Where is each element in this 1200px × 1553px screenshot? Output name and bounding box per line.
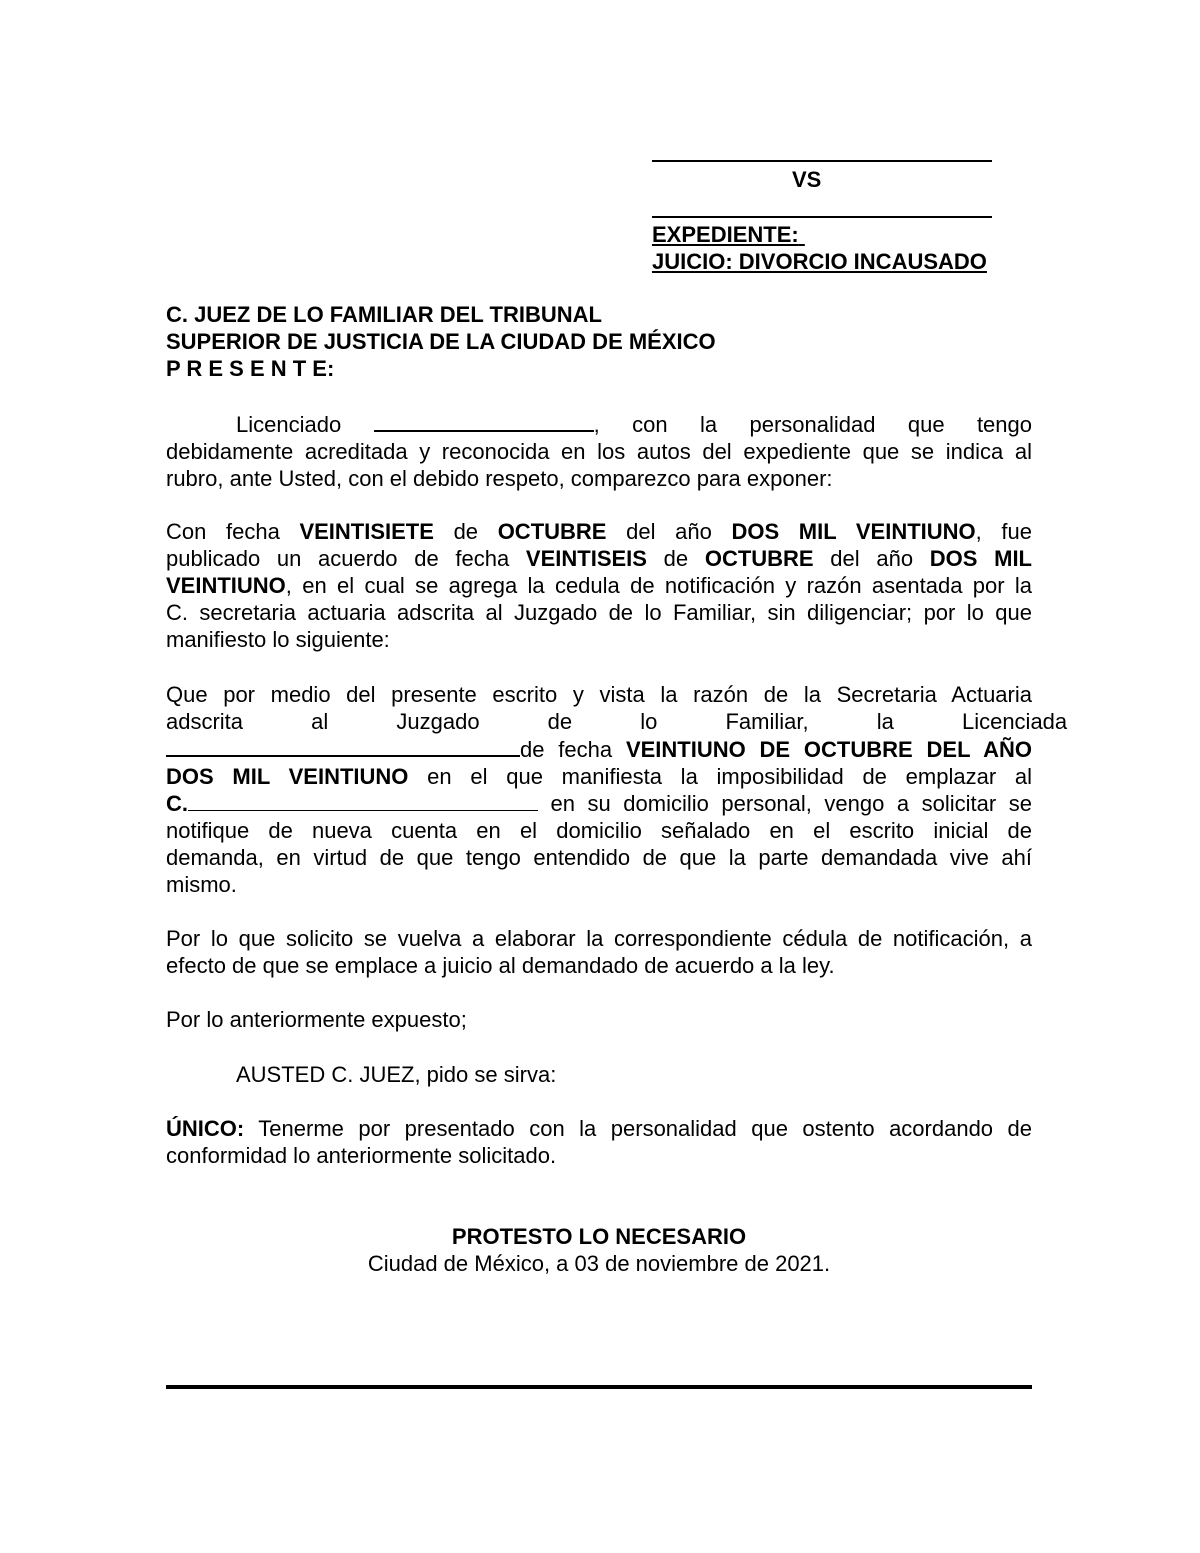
para6-line-2: conformidad lo anteriormente solicitado. (166, 1143, 557, 1168)
para1-line-5: manifiesto lo siguiente: (166, 627, 390, 652)
para1-text: , fue (975, 519, 1033, 544)
para3-line-1: Por lo que solicito se vuelva a elaborar la correspondiente cédula de notificación, a (166, 926, 1032, 951)
licenciada-blank (166, 735, 520, 757)
para2-line-7: demanda, en virtud de que tengo entendido de que la parte demandada vive ahí (166, 844, 1032, 870)
para2-fecha-razon: VEINTIUNO DE OCTUBRE DEL AÑO (625, 736, 1033, 762)
para5-line: AUSTED C. JUEZ, pido se sirva: (236, 1062, 557, 1087)
intro-paragraph (166, 410, 1032, 492)
para1-line-1 (166, 518, 1032, 545)
para1-dia-2: VEINTISEIS (525, 546, 647, 571)
para3-line-2: efecto de que se emplace a juicio al demandado de acuerdo a la ley. (166, 953, 835, 978)
para1-anio: DOS MIL VEINTIUNO (731, 519, 976, 544)
paragraph-pido (166, 1061, 1032, 1088)
para6-line-1 (166, 1115, 1032, 1142)
licenciado-blank (374, 410, 594, 432)
para1-dia: VEINTISIETE (299, 519, 434, 544)
para1-text: publicado un acuerdo de fecha (166, 546, 526, 571)
paragraph-fecha (166, 518, 1032, 653)
para4-line: Por lo anteriormente expuesto; (166, 1007, 467, 1032)
intro-personalidad: , con la personalidad que tengo (593, 411, 1032, 437)
para1-line-2 (166, 545, 1032, 572)
intro-line-3: rubro, ante Usted, con el debido respeto, comparezco para exponer: (166, 465, 833, 491)
para1-text: Con fecha (166, 519, 300, 544)
intro-licenciado: Licenciado (236, 411, 342, 437)
para2-line-6: notifique de nueva cuenta en el domicilio señalado en el escrito inicial de (166, 817, 1032, 843)
para1-text: del año (606, 519, 732, 544)
closing-date: Ciudad de México, a 03 de noviembre de 2021. (367, 1251, 831, 1276)
signature-line (166, 1385, 1032, 1389)
addressee-line-3: P R E S E N T E: (166, 356, 335, 381)
para2-text: en el que manifiesta la imposibilidad de emplazar al (408, 763, 1032, 789)
paragraph-solicitud (166, 925, 1032, 979)
protesto-heading: PROTESTO LO NECESARIO (451, 1224, 747, 1249)
para1-text: , en el cual se agrega la cedula de notificación y razón asentada por la (285, 573, 1032, 598)
para1-text: del año (813, 546, 930, 571)
header-party-line-top (652, 160, 992, 162)
header-expediente (652, 222, 997, 248)
unico-label: ÚNICO: (166, 1116, 245, 1141)
expediente-blank (827, 222, 997, 242)
para2-c-label: C. (166, 790, 188, 816)
para6-text: Tenerme por presentado con la personalidad que ostento acordando de (244, 1116, 1032, 1141)
para1-anio-2b: VEINTIUNO (166, 573, 286, 598)
paragraph-unico (166, 1115, 1032, 1169)
header-party-line-bottom (652, 216, 992, 218)
addressee-line-2: SUPERIOR DE JUSTICIA DE LA CIUDAD DE MÉXICO (166, 329, 716, 354)
para2-line-3 (166, 735, 1032, 763)
para1-mes-2: OCTUBRE (704, 546, 814, 571)
para1-text: de (646, 546, 705, 571)
intro-line-2: debidamente acreditada y reconocida en los autos del expediente que se indica al (166, 438, 1032, 464)
para1-text: de (433, 519, 498, 544)
para2-text: de fecha (520, 736, 626, 762)
para2-line-5 (166, 790, 1032, 817)
paragraph-expuesto (166, 1006, 1032, 1033)
para2-line-8: mismo. (166, 871, 237, 897)
para2-line-4 (166, 763, 1032, 790)
para1-anio-2a: DOS MIL (929, 546, 1032, 571)
para1-line-3 (166, 572, 1032, 599)
para2-line-1: Que por medio del presente escrito y vista la razón de la Secretaria Actuaria (166, 682, 1032, 707)
para2-line-2: adscrita al Juzgado de lo Familiar, la Licenciada (166, 709, 1068, 734)
expediente-label: EXPEDIENTE: (652, 222, 799, 247)
demandado-blank (188, 790, 538, 811)
intro-line-1 (166, 410, 1032, 438)
para2-anio: DOS MIL VEINTIUNO (166, 763, 409, 789)
header-juicio: JUICIO: DIVORCIO INCAUSADO (652, 249, 987, 274)
addressee-line-1: C. JUEZ DE LO FAMILIAR DEL TRIBUNAL (166, 302, 602, 327)
header-vs: VS (792, 167, 822, 192)
paragraph-razon (166, 681, 1068, 898)
para2-text: en su domicilio personal, vengo a solicitar se (538, 790, 1032, 816)
para1-line-4: C. secretaria actuaria adscrita al Juzgado de lo Familiar, sin diligenciar; por lo que (166, 600, 1032, 625)
para1-mes: OCTUBRE (497, 519, 607, 544)
